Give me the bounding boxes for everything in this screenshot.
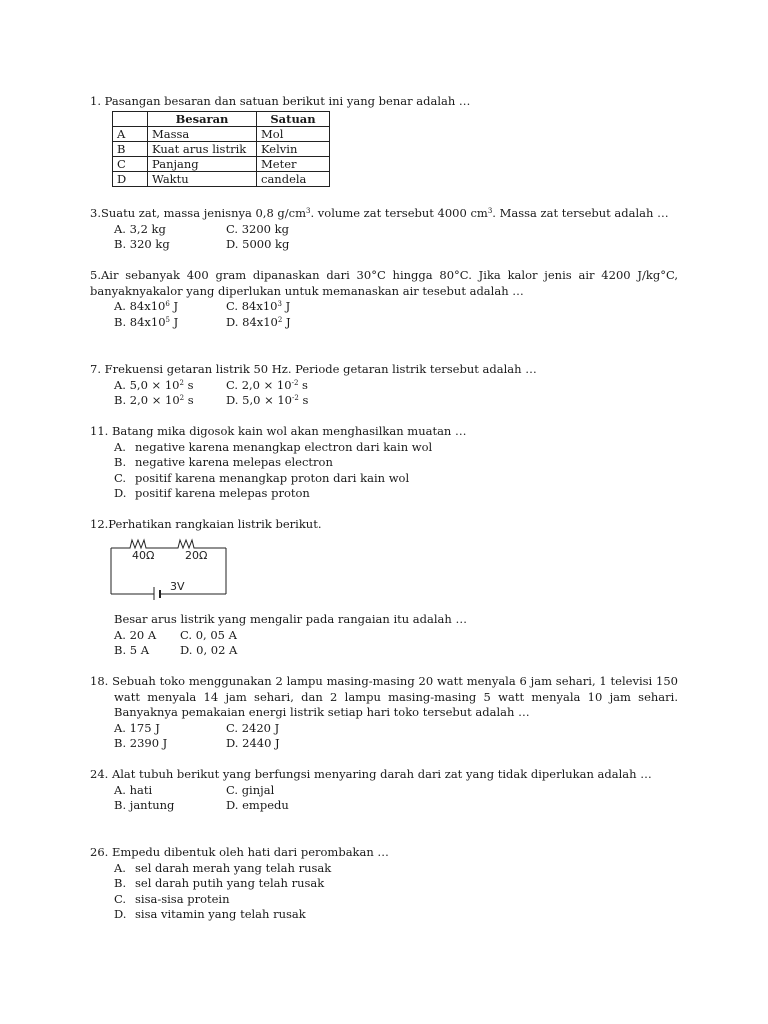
option-a: A. 175 J — [114, 720, 160, 735]
option-letter: D. — [114, 486, 127, 500]
option-text: sisa vitamin yang telah rusak — [135, 907, 306, 921]
question-1-text: 1. Pasangan besaran dan satuan berikut ini yang benar adalah … — [90, 94, 471, 108]
option-text: C. 84x10 — [226, 299, 278, 313]
battery-label: 3V — [170, 580, 185, 593]
units-table — [112, 111, 330, 187]
exponent: 3 — [487, 207, 493, 215]
option-row — [90, 798, 678, 814]
option-text: D. 84x10 — [226, 314, 278, 329]
question-24-text: 24. Alat tubuh berikut yang berfungsi menyaring darah dari zat yang tidak diperlukan adalah … — [90, 767, 652, 781]
option-d: D. 2440 J — [226, 736, 280, 750]
option-row — [90, 643, 678, 659]
list-item — [90, 876, 678, 892]
exponent: -2 — [292, 394, 299, 402]
resistor-1 — [111, 540, 226, 548]
question-12-question: Besar arus listrik yang mengalir pada rangaian itu adalah … — [114, 612, 467, 626]
list-item — [90, 455, 678, 471]
table-header-cell — [113, 111, 148, 126]
table-cell: Panjang — [148, 156, 257, 171]
question-12-prompt — [90, 612, 678, 659]
option-text: C. 2,0 × 10 — [226, 377, 292, 392]
option-letter: B. — [114, 455, 127, 469]
option-text: D. 5,0 × 10 — [226, 393, 292, 407]
option-d — [226, 393, 308, 409]
question-11-text: 11. Batang mika digosok kain wol akan menghasilkan muatan … — [90, 424, 467, 438]
option-row — [90, 237, 678, 253]
table-cell: B — [113, 141, 148, 156]
option-text: s — [183, 377, 194, 392]
table-header-cell: Satuan — [257, 111, 330, 126]
option-text: A. 84x10 — [114, 299, 166, 313]
option-text: positif karena melepas proton — [135, 486, 310, 500]
option-text: s — [184, 393, 194, 407]
option-c: C. 2420 J — [226, 720, 280, 735]
option-text: B. 2,0 × 10 — [114, 393, 180, 407]
circuit-diagram — [106, 534, 236, 600]
list-item — [90, 907, 678, 923]
option-row — [90, 315, 678, 331]
question-18-text: 18. Sebuah toko menggunakan 2 lampu masing-masing 20 watt menyala 6 jam sehari, 1 televisi 150 watt menyala 14 jam sehari, dan 2 lampu masing-masing 5 watt menyala 10 jam sehari. Banyaknya pemakaian energi listrik setiap hari toko tersebut adalah … — [90, 674, 678, 719]
question-7 — [90, 362, 678, 409]
table-row — [113, 126, 330, 141]
option-a: A. hati — [114, 782, 153, 797]
option-row — [90, 783, 678, 799]
option-text: positif karena menangkap proton dari kain wol — [135, 470, 410, 485]
option-c: C. 3200 kg — [226, 221, 289, 236]
option-text: negative karena melepas electron — [135, 455, 333, 469]
table-cell: Kuat arus listrik — [148, 141, 257, 156]
option-b — [90, 315, 226, 331]
question-26 — [90, 845, 678, 923]
exponent: 3 — [306, 207, 311, 215]
option-a — [90, 299, 226, 315]
exponent: 2 — [179, 378, 184, 387]
option-text: B. 84x10 — [114, 314, 166, 329]
question-3-text-part: . volume zat tersebut 4000 cm — [310, 206, 488, 220]
option-text: J — [169, 314, 179, 329]
list-item — [90, 440, 678, 456]
option-d: D. 0, 02 A — [180, 643, 238, 657]
option-a — [90, 378, 226, 394]
list-item — [90, 892, 678, 908]
option-row — [90, 299, 678, 315]
option-row — [90, 393, 678, 409]
table-header-row — [113, 111, 330, 126]
question-3-text-part: 3.Suatu zat, massa jenisnya 0,8 g/cm — [90, 206, 307, 220]
option-row — [90, 628, 678, 644]
option-a: A. 3,2 kg — [114, 221, 166, 236]
list-item — [90, 486, 678, 502]
option-b: B. jantung — [114, 798, 175, 812]
table-row — [113, 156, 330, 171]
table-cell: Massa — [148, 126, 257, 141]
exponent: 2 — [179, 394, 185, 402]
option-letter: A. — [114, 439, 126, 454]
option-text: J — [169, 299, 179, 313]
option-c — [226, 299, 290, 315]
list-item — [90, 471, 678, 487]
table-cell: Meter — [257, 156, 330, 171]
resistor-1-label: 40Ω — [132, 549, 155, 562]
exponent: 3 — [277, 300, 282, 308]
table-cell: C — [113, 156, 148, 171]
option-b: B. 320 kg — [114, 237, 170, 251]
option-text: sel darah merah yang telah rusak — [135, 860, 332, 875]
option-d: D. 5000 kg — [226, 237, 290, 251]
table-row — [113, 141, 330, 156]
table-cell: Kelvin — [257, 141, 330, 156]
option-row — [90, 378, 678, 394]
question-7-text: 7. Frekuensi getaran listrik 50 Hz. Periode getaran listrik tersebut adalah … — [90, 362, 537, 376]
option-c: C. 0, 05 A — [180, 627, 237, 642]
option-text: J — [282, 314, 291, 329]
exponent: 5 — [165, 315, 170, 324]
exponent: 6 — [165, 300, 170, 308]
question-26-text: 26. Empedu dibentuk oleh hati dari perombakan … — [90, 845, 389, 859]
option-d — [226, 315, 291, 331]
option-text: s — [298, 377, 308, 392]
option-text: negative karena menangkap electron dari kain wol — [135, 439, 433, 454]
option-a: A. 20 A — [114, 627, 157, 642]
option-row — [90, 222, 678, 238]
option-row — [90, 736, 678, 752]
option-text: sisa-sisa protein — [135, 891, 230, 906]
table-row — [113, 171, 330, 186]
exponent: -2 — [291, 378, 299, 387]
exponent: 2 — [277, 315, 283, 324]
option-b: B. 5 A — [114, 643, 150, 657]
option-letter: B. — [114, 876, 127, 890]
question-3-text — [90, 206, 678, 222]
table-cell: Waktu — [148, 171, 257, 186]
table-cell: D — [113, 171, 148, 186]
option-text: sel darah putih yang telah rusak — [135, 876, 325, 890]
option-letter: D. — [114, 907, 127, 921]
table-header-cell: Besaran — [148, 111, 257, 126]
option-text: J — [281, 299, 291, 313]
question-3-text-part: . Massa zat tersebut adalah … — [492, 206, 669, 220]
option-text: s — [298, 393, 309, 407]
question-18 — [90, 674, 678, 752]
question-5-text: 5.Air sebanyak 400 gram dipanaskan dari 30°C hingga 80°C. Jika kalor jenis air 4200 J/kg°C, banyaknyakalor yang diperlukan untuk memanaskan air tesebut adalah … — [90, 268, 678, 298]
option-row — [90, 721, 678, 737]
question-12 — [90, 517, 678, 533]
option-b — [90, 393, 226, 409]
option-c — [226, 378, 308, 394]
option-letter: C. — [114, 891, 127, 906]
option-text: A. 5,0 × 10 — [114, 377, 180, 392]
option-c: C. ginjal — [226, 782, 275, 797]
option-d: D. empedu — [226, 798, 289, 812]
question-24 — [90, 767, 678, 814]
question-5 — [90, 268, 678, 330]
table-cell: A — [113, 126, 148, 141]
question-3 — [90, 206, 678, 253]
question-11 — [90, 424, 678, 502]
option-b: B. 2390 J — [114, 736, 168, 750]
list-item — [90, 861, 678, 877]
option-letter: C. — [114, 470, 127, 485]
question-1 — [90, 94, 678, 187]
table-cell: Mol — [257, 126, 330, 141]
table-cell: candela — [257, 171, 330, 186]
resistor-2-label: 20Ω — [185, 549, 208, 562]
option-letter: A. — [114, 860, 126, 875]
question-12-text: 12.Perhatikan rangkaian listrik berikut. — [90, 517, 322, 531]
